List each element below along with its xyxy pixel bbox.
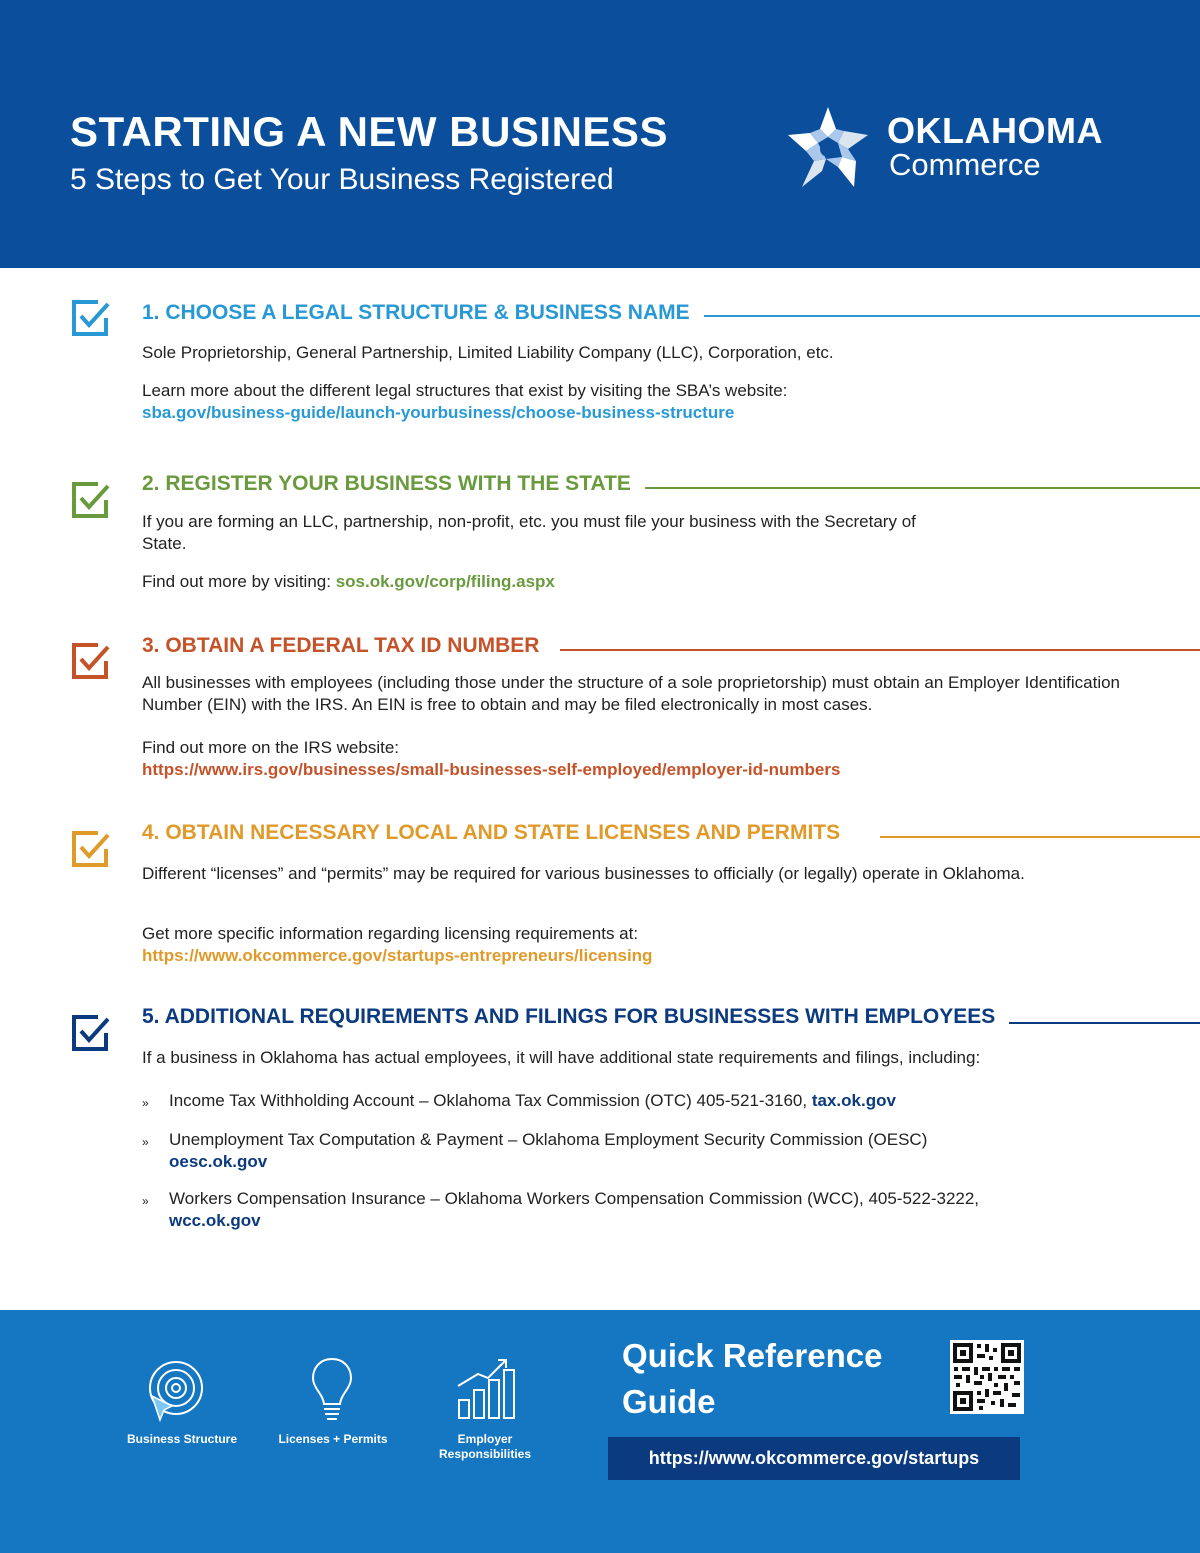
step-text: Learn more about the different legal structures that exist by visiting the SBA’s website: [142,381,788,400]
step-rule [1000,1022,1200,1024]
list-item [169,1188,1129,1232]
licensing-link[interactable]: https://www.okcommerce.gov/startups-entrepreneurs/licensing [142,946,653,965]
step-text: Different “licenses” and “permits” may be required for various businesses to officially (or legally) operate in Oklahoma. [142,864,1025,883]
irs-link[interactable]: https://www.irs.gov/businesses/small-businesses-self-employed/employer-id-numbers [142,760,841,779]
list-item-text: Unemployment Tax Computation & Payment – Oklahoma Employment Security Commission (OESC) [169,1130,928,1149]
step-rule [600,487,1200,489]
list-item-text: Workers Compensation Insurance – Oklahoma Workers Compensation Commission (WCC), 405-522-3222, [169,1189,980,1208]
target-icon [146,1358,210,1422]
sos-link[interactable]: sos.ok.gov/corp/filing.aspx [335,572,555,591]
bullet-marker: » [142,1194,149,1208]
quick-reference-title: Quick Reference Guide [622,1337,883,1420]
checkbox-icon [68,478,112,522]
step-text: If a business in Oklahoma has actual employees, it will have additional state requirements and filings, including: [142,1048,981,1067]
bullet-marker: » [142,1096,149,1110]
step-text [142,571,555,593]
startups-url-link[interactable]: https://www.okcommerce.gov/startups [608,1437,1020,1480]
logo-text-commerce: Commerce [889,147,1041,182]
step-heading: 2. REGISTER YOUR BUSINESS WITH THE STATE [142,472,645,496]
step-heading: 4. OBTAIN NECESSARY LOCAL AND STATE LICENSES AND PERMITS [142,821,854,845]
list-item [169,1129,1129,1173]
list-item-text: Income Tax Withholding Account – Oklahoma Tax Commission (OTC) 405-521-3160, [169,1091,808,1110]
step-text: Find out more on the IRS website: [142,738,400,757]
step-text: Sole Proprietorship, General Partnership, Limited Liability Company (LLC), Corporation, etc. [142,343,834,362]
tax-link[interactable]: tax.ok.gov [811,1091,896,1110]
oesc-link[interactable]: oesc.ok.gov [169,1152,268,1171]
footer-label: Licenses + Permits [278,1432,388,1446]
bullet-marker: » [142,1135,149,1149]
step-text: If you are forming an LLC, partnership, non-profit, etc. you must file your business with the Secretary of State. [142,512,916,553]
checkbox-icon [68,296,112,340]
step-text: All businesses with employees (including those under the structure of a sole proprietorship) must obtain an Employer Identification Number (EIN) with the IRS. An EIN is free to obtain and may be filed electronically in most cases. [142,673,1121,714]
wcc-link[interactable]: wcc.ok.gov [169,1211,261,1230]
page-title: STARTING A NEW BUSINESS [70,108,668,155]
lightbulb-icon [309,1356,355,1422]
qr-code-icon[interactable] [950,1340,1024,1414]
footer-label: Business Structure [126,1432,238,1446]
checkbox-icon [68,639,112,683]
growth-chart-icon [454,1356,516,1420]
logo-text-oklahoma: OKLAHOMA [887,110,1103,151]
oklahoma-star-logo-icon [782,103,874,195]
step-heading: 1. CHOOSE A LEGAL STRUCTURE & BUSINESS NAME [142,301,704,325]
step-rule [880,836,1200,838]
checkbox-icon [68,827,112,871]
step-heading: 3. OBTAIN A FEDERAL TAX ID NUMBER [142,634,553,658]
step-text-prefix: Find out more by visiting: [142,572,331,591]
page-subtitle: 5 Steps to Get Your Business Registered [70,163,614,196]
step-text: Get more specific information regarding licensing requirements at: [142,924,639,943]
checkbox-icon [68,1011,112,1055]
step-heading: 5. ADDITIONAL REQUIREMENTS AND FILINGS FOR BUSINESSES WITH EMPLOYEES [142,1005,1009,1029]
sba-link[interactable]: sba.gov/business-guide/launch-yourbusiness/choose-business-structure [142,403,735,422]
footer-label: Employer Responsibilities [438,1432,532,1461]
list-item [169,1090,1129,1112]
step-rule [560,649,1200,651]
page-header [0,0,1200,268]
